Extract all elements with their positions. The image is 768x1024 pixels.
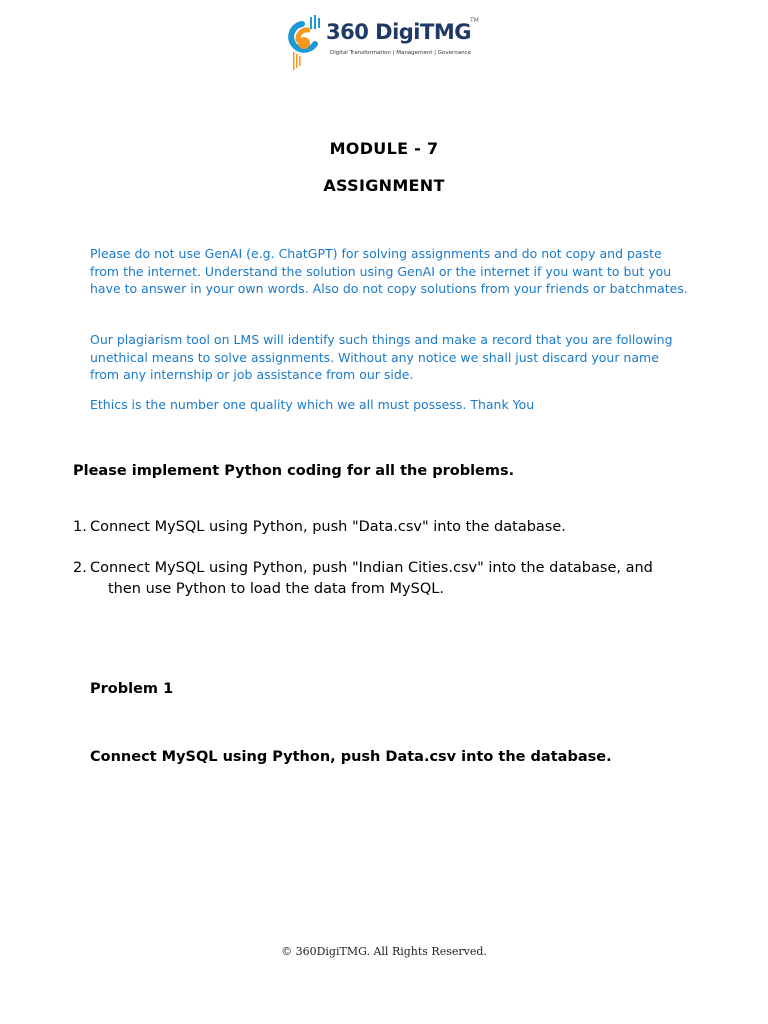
trademark-mark: TM (470, 17, 479, 24)
list-item (73, 558, 693, 600)
logo-tagline: Digital Transformation | Management | Governance (330, 50, 471, 56)
notice-paragraph-1: Please do not use GenAI (e.g. ChatGPT) for solving assignments and do not copy and paste from the internet. Understand the solution using GenAI or the internet if you want to but you have to answer in your own words. Also do not copy solutions from your friends or batchmates. (90, 246, 688, 296)
list-item-text: Connect MySQL using Python, push "Indian Cities.csv" into the database, and (90, 560, 653, 576)
company-logo (288, 14, 484, 74)
assignment-title: ASSIGNMENT (323, 176, 445, 195)
notice-paragraph-3: Ethics is the number one quality which we all must possess. Thank You (90, 397, 535, 412)
list-item-number: 2. (73, 560, 87, 576)
problem-heading: Problem 1 (90, 681, 174, 697)
notice-paragraph-2: Our plagiarism tool on LMS will identify such things and make a record that you are following unethical means to solve assignments. Without any notice we shall just discard your name from any internship or job assistance from our side. (90, 332, 673, 382)
list-item (73, 517, 693, 538)
list-item-number: 1. (73, 519, 87, 535)
logo-brand-name: 360 DigiTMG (326, 20, 471, 44)
logo-mark-icon (288, 14, 328, 74)
copyright-footer: © 360DigiTMG. All Rights Reserved. (281, 945, 487, 958)
instructions-heading: Please implement Python coding for all the problems. (73, 463, 515, 479)
module-title: MODULE - 7 (329, 139, 439, 158)
list-item-text: Connect MySQL using Python, push "Data.csv" into the database. (90, 519, 566, 535)
list-item-text-continued: then use Python to load the data from MySQL. (108, 581, 444, 597)
problem-statement: Connect MySQL using Python, push Data.csv into the database. (90, 749, 612, 765)
